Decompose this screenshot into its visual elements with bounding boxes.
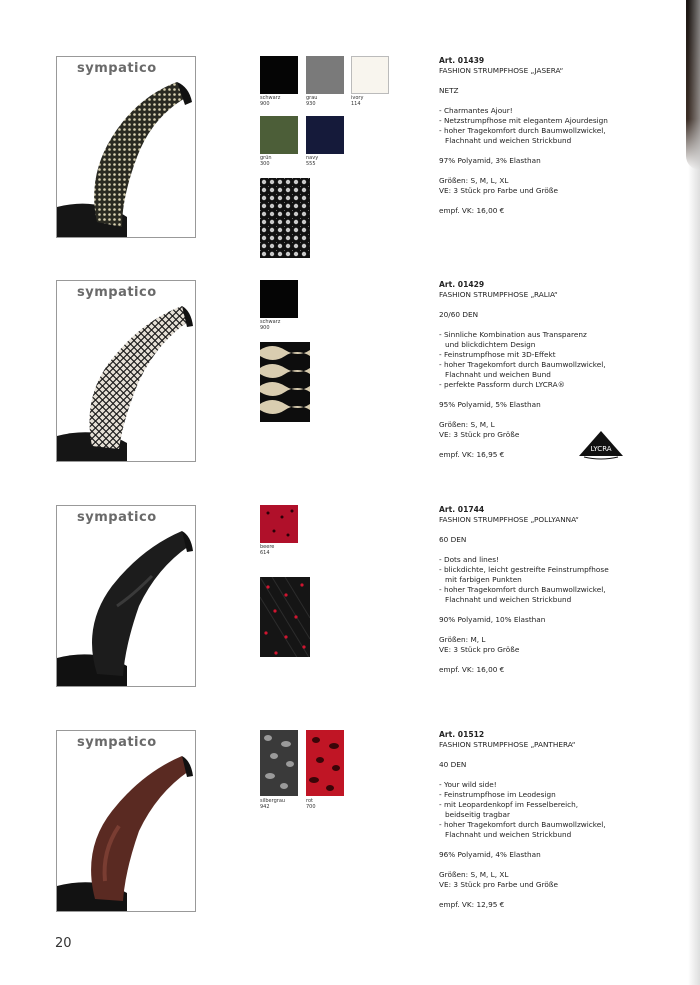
price: empf. VK: 12,95 € [439, 900, 505, 909]
swatch-label-gruen: grün 300 [260, 155, 272, 167]
sizes: Größen: S, M, L, XL [439, 870, 509, 879]
feature-line: Flachnaht und weichen Strickbund [445, 830, 572, 839]
leg-illustration [57, 731, 195, 911]
packaging-unit: VE: 3 Stück pro Farbe und Größe [439, 186, 558, 195]
feature-line: Flachnaht und weichen Bund [445, 370, 551, 379]
swatch-schwarz[interactable] [260, 280, 298, 318]
packaging-unit: VE: 3 Stück pro Größe [439, 645, 520, 654]
feature-line: - Netzstrumpfhose mit elegantem Ajourdesign [439, 116, 608, 125]
product-section-01512 [0, 730, 700, 950]
feature-line: - hoher Tragekomfort durch Baumwollzwickel, [439, 820, 606, 829]
feature-line: - Your wild side! [439, 780, 497, 789]
swatch-label-navy: navy 555 [306, 155, 319, 167]
feature-line: - Charmantes Ajour! [439, 106, 513, 115]
product-photo [56, 505, 196, 687]
swatch-beere[interactable] [260, 505, 298, 543]
product-photo [56, 56, 196, 238]
article-number: Art. 01429 [439, 280, 485, 289]
material: 95% Polyamid, 5% Elasthan [439, 400, 541, 409]
feature-line: Flachnaht und weichen Strickbund [445, 136, 572, 145]
article-number: Art. 01439 [439, 56, 485, 65]
lycra-badge [578, 430, 624, 460]
feature-line: - hoher Tragekomfort durch Baumwollzwickel, [439, 126, 606, 135]
den-value: 20/60 DEN [439, 310, 479, 319]
den-value: 60 DEN [439, 535, 467, 544]
brand-logo: sympatico [77, 735, 157, 750]
packaging-unit: VE: 3 Stück pro Größe [439, 430, 520, 439]
pattern-detail-image [260, 178, 310, 258]
product-section-01439 [0, 56, 700, 276]
article-number: Art. 01512 [439, 730, 485, 739]
packaging-unit: VE: 3 Stück pro Farbe und Größe [439, 880, 558, 889]
product-info [439, 505, 649, 675]
swatch-label-schwarz: schwarz 900 [260, 95, 281, 107]
brand-logo: sympatico [77, 285, 157, 300]
product-info [439, 56, 649, 216]
feature-line: - hoher Tragekomfort durch Baumwollzwickel, [439, 360, 606, 369]
feature-line: - perfekte Passform durch LYCRA® [439, 380, 565, 389]
material: 96% Polyamid, 4% Elasthan [439, 850, 541, 859]
feature-line: beidseitig tragbar [445, 810, 511, 819]
den-value: NETZ [439, 86, 459, 95]
swatch-silbergrau[interactable] [260, 730, 298, 796]
feature-line: mit farbigen Punkten [445, 575, 522, 584]
swatch-rot[interactable] [306, 730, 344, 796]
pattern-detail-image [260, 342, 310, 422]
price: empf. VK: 16,00 € [439, 206, 505, 215]
den-value: 40 DEN [439, 760, 467, 769]
swatch-label-rot: rot 700 [306, 798, 316, 810]
product-name: FASHION STRUMPFHOSE „RALIA“ [439, 290, 558, 299]
feature-line: - Feinstrumpfhose im Leodesign [439, 790, 556, 799]
brand-logo: sympatico [77, 510, 157, 525]
sizes: Größen: M, L [439, 635, 486, 644]
swatch-navy[interactable] [306, 116, 344, 154]
product-photo [56, 280, 196, 462]
article-number: Art. 01744 [439, 505, 485, 514]
brand-logo: sympatico [77, 61, 157, 76]
pattern-detail-image [260, 577, 310, 657]
swatch-label-silbergrau: silbergrau 942 [260, 798, 286, 810]
product-photo [56, 730, 196, 912]
swatch-ivory[interactable] [351, 56, 389, 94]
swatch-label-ivory: ivory 114 [351, 95, 364, 107]
feature-line: - hoher Tragekomfort durch Baumwollzwickel, [439, 585, 606, 594]
swatch-label-beere: beere 614 [260, 544, 275, 556]
product-info [439, 730, 649, 910]
feature-line: - mit Leopardenkopf im Fesselbereich, [439, 800, 579, 809]
swatch-label-schwarz: schwarz 900 [260, 319, 281, 331]
leg-illustration [57, 506, 195, 686]
feature-line: Flachnaht und weichen Strickbund [445, 595, 572, 604]
price: empf. VK: 16,95 € [439, 450, 505, 459]
swatch-schwarz[interactable] [260, 56, 298, 94]
feature-line: - Sinnliche Kombination aus Transparenz [439, 330, 587, 339]
product-name: FASHION STRUMPFHOSE „PANTHERA“ [439, 740, 576, 749]
product-name: FASHION STRUMPFHOSE „JASERA“ [439, 66, 564, 75]
swatch-label-grau: grau 930 [306, 95, 318, 107]
product-section-01744 [0, 505, 700, 725]
lycra-text: LYCRA [590, 445, 612, 453]
material: 97% Polyamid, 3% Elasthan [439, 156, 541, 165]
feature-line: - blickdichte, leicht gestreifte Feinstrumpfhose [439, 565, 609, 574]
swatch-gruen[interactable] [260, 116, 298, 154]
leg-illustration [57, 281, 195, 461]
material: 90% Polyamid, 10% Elasthan [439, 615, 546, 624]
sizes: Größen: S, M, L [439, 420, 495, 429]
feature-line: - Feinstrumpfhose mit 3D-Effekt [439, 350, 556, 359]
leg-illustration [57, 57, 195, 237]
swatch-grau[interactable] [306, 56, 344, 94]
feature-line: und blickdichtem Design [445, 340, 536, 349]
page-number: 20 [55, 936, 72, 951]
sizes: Größen: S, M, L, XL [439, 176, 509, 185]
product-section-01429 [0, 280, 700, 500]
price: empf. VK: 16,00 € [439, 665, 505, 674]
feature-line: - Dots and lines! [439, 555, 499, 564]
product-name: FASHION STRUMPFHOSE „POLLYANNA“ [439, 515, 579, 524]
